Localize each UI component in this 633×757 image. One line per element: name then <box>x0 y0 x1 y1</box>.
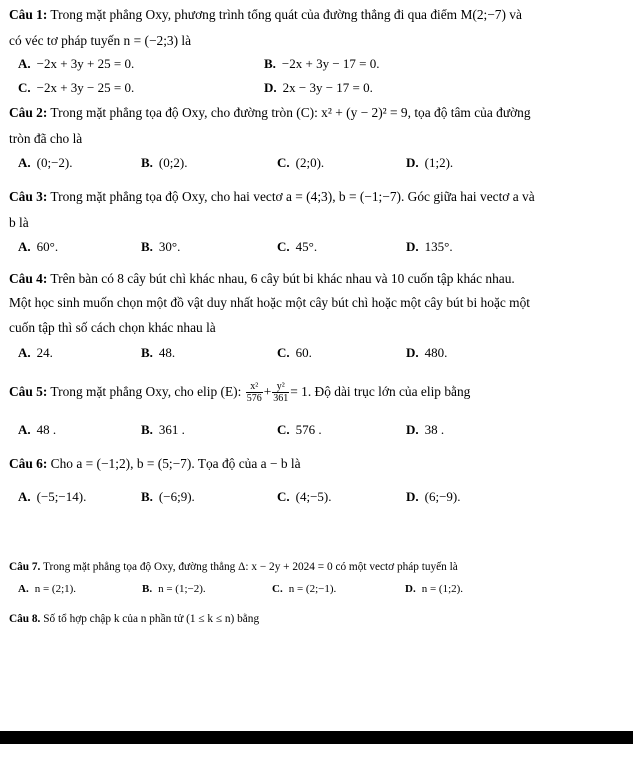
question-5-label: Câu 5: <box>9 384 48 399</box>
question-3-cont: b là <box>9 215 29 230</box>
bottom-black-bar <box>0 731 633 744</box>
q5-option-d[interactable]: D. 38 . <box>406 422 445 437</box>
q7-option-a[interactable]: A. n = (2;1). <box>18 583 77 595</box>
q4-option-d[interactable]: D. 480. <box>406 345 448 360</box>
question-7-options <box>18 583 618 601</box>
q4-option-a[interactable]: A. 24. <box>18 345 53 360</box>
q6-option-c[interactable]: C. (4;−5). <box>277 489 332 504</box>
question-4-cont-2: cuốn tập thì số cách chọn khác nhau là <box>9 320 216 335</box>
q3-option-d[interactable]: D. 135°. <box>406 239 453 254</box>
question-1 <box>9 6 624 24</box>
q6-option-b[interactable]: B. (−6;9). <box>141 489 195 504</box>
q1-option-d[interactable]: D. 2x − 3y − 17 = 0. <box>264 80 373 95</box>
q5-option-c[interactable]: C. 576 . <box>277 422 322 437</box>
question-4-label: Câu 4: <box>9 271 48 286</box>
question-5-pre: Trong mặt phẳng Oxy, cho elip (E): <box>47 384 245 399</box>
question-1-label: Câu 1: <box>9 7 48 22</box>
q4-option-b[interactable]: B. 48. <box>141 345 176 360</box>
question-5-options <box>18 422 618 440</box>
q7-option-c[interactable]: C. n = (2;−1). <box>272 583 337 595</box>
question-4-text: Trên bàn có 8 cây bút chì khác nhau, 6 cây bút bi khác nhau và 10 cuốn tập khác nhau. <box>47 271 515 286</box>
q2-option-c[interactable]: C. (2;0). <box>277 155 325 170</box>
question-5 <box>9 378 624 406</box>
question-6-label: Câu 6: <box>9 456 48 471</box>
q4-option-c[interactable]: C. 60. <box>277 345 312 360</box>
question-1-text: Trong mặt phẳng Oxy, phương trình tổng quát của đường thẳng đi qua điểm M(2;−7) và <box>47 7 522 22</box>
question-8 <box>9 610 624 628</box>
question-8-label: Câu 8. <box>9 613 41 625</box>
q2-option-a[interactable]: A. (0;−2). <box>18 155 73 170</box>
fraction-y: $\frac{\text{y²}}{361}$ <box>273 381 289 405</box>
question-6-text: Cho a = (−1;2), b = (5;−7). Tọa độ của a − b là <box>47 456 301 471</box>
question-3-options <box>18 239 618 257</box>
question-4 <box>9 270 624 288</box>
question-2-label: Câu 2: <box>9 105 48 120</box>
q2-option-b[interactable]: B. (0;2). <box>141 155 188 170</box>
q6-option-d[interactable]: D. (6;−9). <box>406 489 461 504</box>
question-2 <box>9 104 624 122</box>
q5-option-a[interactable]: A. 48 . <box>18 422 57 437</box>
q1-option-a[interactable]: A. −2x + 3y + 25 = 0. <box>18 56 135 71</box>
question-8-text: Số tổ hợp chập k của n phần tử (1 ≤ k ≤ n) bằng <box>40 613 260 625</box>
question-5-post: = 1. Độ dài trục lớn của elip bằng <box>290 384 471 399</box>
q2-option-d[interactable]: D. (1;2). <box>406 155 454 170</box>
q5-option-b[interactable]: B. 361 . <box>141 422 185 437</box>
q6-option-a[interactable]: A. (−5;−14). <box>18 489 87 504</box>
question-2-text: Trong mặt phẳng tọa độ Oxy, cho đường tròn (C): x² + (y − 2)² = 9, tọa độ tâm của đường <box>47 105 531 120</box>
question-3 <box>9 188 624 206</box>
q3-option-a[interactable]: A. 60°. <box>18 239 59 254</box>
question-1-options <box>18 56 618 74</box>
question-7-label: Câu 7. <box>9 561 41 573</box>
q7-option-d[interactable]: D. n = (1;2). <box>405 583 464 595</box>
fraction-x: $\frac{\text{x²}}{576}$ <box>246 381 262 405</box>
question-7 <box>9 558 624 576</box>
question-3-label: Câu 3: <box>9 189 48 204</box>
question-2-options <box>18 155 618 173</box>
q1-option-c[interactable]: C. −2x + 3y − 25 = 0. <box>18 80 135 95</box>
plus-sign: + <box>263 384 272 399</box>
question-6 <box>9 455 624 473</box>
question-6-options <box>18 489 618 507</box>
q3-option-c[interactable]: C. 45°. <box>277 239 318 254</box>
question-4-cont-1: Một học sinh muốn chọn một đồ vật duy nhất hoặc một cây bút chì hoặc một cây bút bi hoặc một <box>9 295 531 310</box>
question-3-text: Trong mặt phẳng tọa độ Oxy, cho hai vectơ a = (4;3), b = (−1;−7). Góc giữa hai vectơ a và <box>47 189 535 204</box>
q7-option-b[interactable]: B. n = (1;−2). <box>142 583 206 595</box>
question-1-cont: có véc tơ pháp tuyến n = (−2;3) là <box>9 33 192 48</box>
q3-option-b[interactable]: B. 30°. <box>141 239 181 254</box>
question-7-text: Trong mặt phẳng tọa độ Oxy, đường thẳng Δ: x − 2y + 2024 = 0 có một vectơ pháp tuyến là <box>40 561 458 573</box>
question-4-options <box>18 345 618 363</box>
q1-option-b[interactable]: B. −2x + 3y − 17 = 0. <box>264 56 380 71</box>
question-1-options-2 <box>18 80 618 98</box>
question-2-cont: tròn đã cho là <box>9 131 83 146</box>
